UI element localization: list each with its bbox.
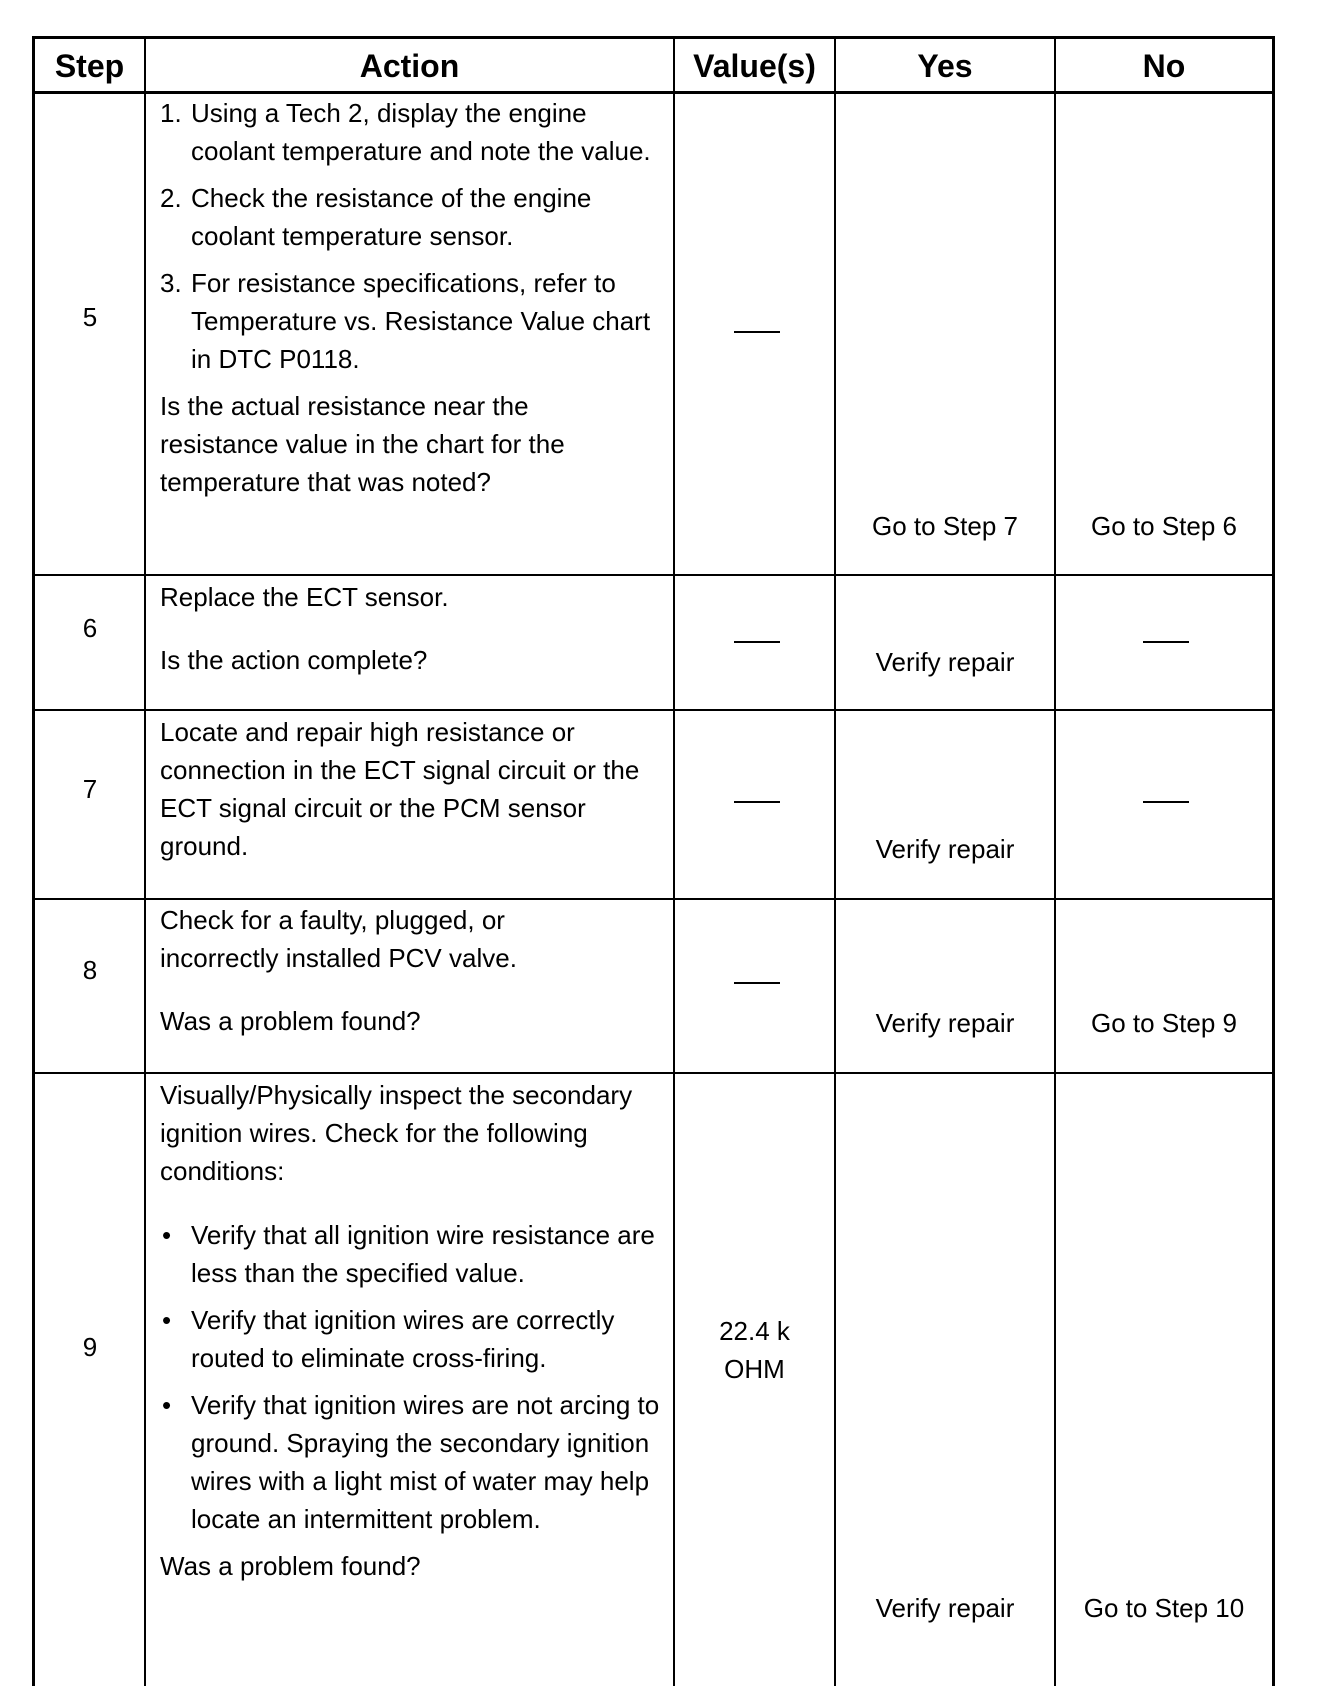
action-cell <box>160 578 668 679</box>
yes-result: Verify repair <box>875 1008 1015 1038</box>
action-text: Replace the ECT sensor. <box>160 582 449 612</box>
divider-yes-no <box>1054 36 1056 1686</box>
numbered-item <box>160 264 668 378</box>
item-number: 3. <box>160 268 182 298</box>
no-result: Go to Step 6 <box>1091 511 1237 541</box>
row-7-bottom-line <box>34 898 1272 900</box>
value-dash <box>734 801 780 803</box>
bullet-text: Verify that ignition wires are not arcing to ground. Spraying the secondary ignition wires with a light mist of water may help locate an intermittent problem. <box>191 1390 660 1534</box>
bullet-text: Verify that ignition wires are correctly routed to eliminate cross-firing. <box>191 1305 615 1373</box>
no-result: Go to Step 9 <box>1091 1008 1237 1038</box>
item-number: 2. <box>160 183 182 213</box>
step-number: 8 <box>82 955 98 985</box>
action-cell <box>160 713 645 865</box>
yes-result: Verify repair <box>875 1593 1015 1623</box>
value-dash <box>734 331 780 333</box>
bullet-item <box>160 1301 665 1377</box>
item-text: For resistance specifications, refer to Temperature vs. Resistance Value chart in DTC P0118. <box>191 268 651 374</box>
action-text: Check for a faulty, plugged, or incorrectly installed PCV valve. <box>160 905 517 973</box>
yes-result: Verify repair <box>875 647 1015 677</box>
step-number: 7 <box>82 774 98 804</box>
divider-action-values <box>673 36 675 1686</box>
action-cell <box>160 94 668 501</box>
bullet-icon: • <box>162 1220 172 1250</box>
header-no: No <box>1142 47 1186 84</box>
value-dash <box>734 641 780 643</box>
step-number: 9 <box>82 1332 98 1362</box>
question-text: Was a problem found? <box>160 1006 421 1036</box>
header-action: Action <box>359 47 460 84</box>
row-5-bottom-line <box>34 574 1272 576</box>
bullet-icon: • <box>162 1390 172 1420</box>
bullet-icon: • <box>162 1305 172 1335</box>
value-line-1: 22.4 k <box>719 1316 790 1346</box>
row-8-bottom-line <box>34 1072 1272 1074</box>
no-result: Go to Step 10 <box>1083 1593 1245 1623</box>
question-text: Is the actual resistance near the resistance value in the chart for the temperature that was noted? <box>160 391 565 497</box>
bullet-text: Verify that all ignition wire resistance are less than the specified value. <box>191 1220 655 1288</box>
yes-result: Go to Step 7 <box>872 511 1018 541</box>
item-text: Using a Tech 2, display the engine coolant temperature and note the value. <box>191 98 651 166</box>
border-left <box>32 36 35 1686</box>
header-step: Step <box>54 47 125 84</box>
item-text: Check the resistance of the engine coolant temperature sensor. <box>191 183 592 251</box>
action-text: Visually/Physically inspect the secondary ignition wires. Check for the following conditions: <box>160 1080 633 1186</box>
divider-step-action <box>144 36 146 1686</box>
numbered-item <box>160 94 668 170</box>
action-cell <box>160 901 560 1040</box>
header-values: Value(s) <box>693 47 816 84</box>
item-number: 1. <box>160 98 182 128</box>
action-text: Locate and repair high resistance or connection in the ECT signal circuit or the ECT signal circuit or the PCM sensor ground. <box>160 717 640 861</box>
question-text: Is the action complete? <box>160 645 428 675</box>
header-yes: Yes <box>917 47 973 84</box>
question-text: Was a problem found? <box>160 1551 421 1581</box>
row-6-bottom-line <box>34 709 1272 711</box>
no-dash <box>1143 641 1189 643</box>
value-text <box>675 1312 834 1388</box>
value-line-2: OHM <box>724 1354 785 1384</box>
bullet-item <box>160 1216 665 1292</box>
border-right <box>1272 36 1275 1686</box>
action-cell <box>160 1076 665 1585</box>
numbered-item <box>160 179 668 255</box>
step-number: 6 <box>82 613 98 643</box>
border-top <box>34 36 1272 39</box>
value-dash <box>734 982 780 984</box>
yes-result: Verify repair <box>875 834 1015 864</box>
step-number: 5 <box>82 302 98 332</box>
no-dash <box>1143 801 1189 803</box>
bullet-item <box>160 1386 665 1538</box>
